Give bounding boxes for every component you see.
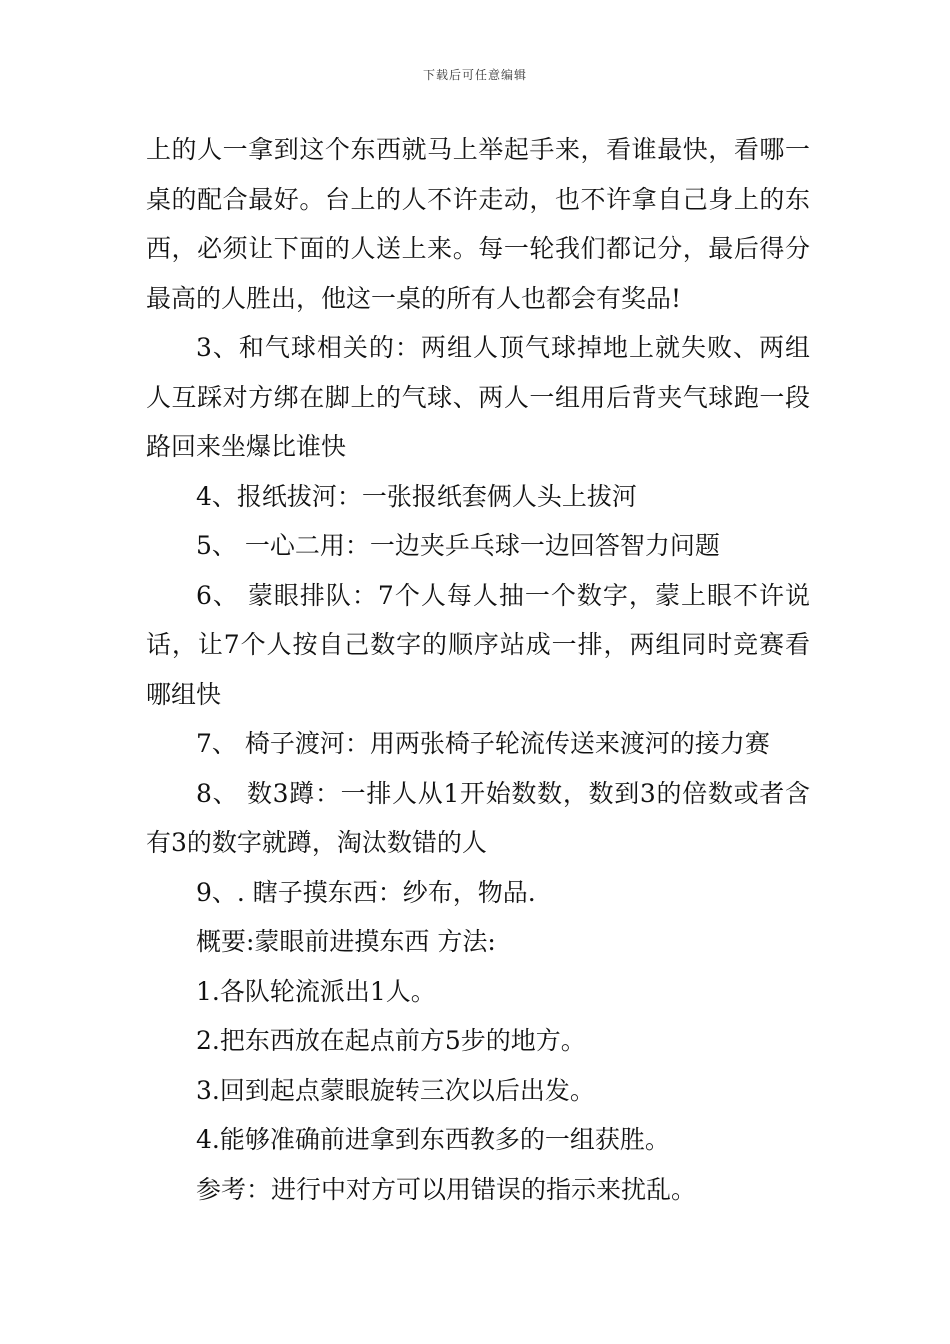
page-header: 下载后可任意编辑	[422, 68, 527, 82]
paragraph: 7、 椅子渡河：用两张椅子轮流传送来渡河的接力赛	[196, 729, 770, 758]
paragraph: 8、 数3蹲：一排人从1开始数数，数到3的倍数或者含有3的数字就蹲，淘汰数错的人	[146, 778, 810, 857]
paragraph: 3、和气球相关的：两组人顶气球掉地上就失败、两组人互踩对方绑在脚上的气球、两人一组用后背夹气球跑一段路回来坐爆比谁快	[146, 333, 810, 461]
paragraph: 4、报纸拔河：一张报纸套俩人头上拔河	[196, 481, 637, 511]
paragraph: 4.能够准确前进拿到东西教多的一组获胜。	[196, 1125, 670, 1154]
paragraph: 1.各队轮流派出1人。	[196, 976, 436, 1006]
paragraph: 5、 一心二用：一边夹乒乓球一边回答智力问题	[196, 531, 720, 560]
paragraph: 6、 蒙眼排队：7个人每人抽一个数字，蒙上眼不许说话，让7个人按自己数字的顺序站成一排，两组同时竞赛看哪组快	[146, 580, 810, 709]
paragraph: 2.把东西放在起点前方5步的地方。	[196, 1026, 586, 1055]
paragraph: 参考：进行中对方可以用错误的指示来扰乱。	[196, 1174, 697, 1204]
paragraph: 9、. 瞎子摸东西：纱布，物品.	[196, 877, 536, 907]
paragraph: 3.回到起点蒙眼旋转三次以后出发。	[196, 1075, 595, 1105]
paragraph: 概要:蒙眼前进摸东西 方法:	[196, 927, 496, 956]
document-body	[146, 125, 810, 1214]
paragraph: 上的人一拿到这个东西就马上举起手来，看谁最快，看哪一桌的配合最好。台上的人不许走动，也不许拿自己身上的东西，必须让下面的人送上来。每一轮我们都记分，最后得分最高的人胜出，他这一桌的所有人也都会有奖品!	[146, 135, 810, 313]
